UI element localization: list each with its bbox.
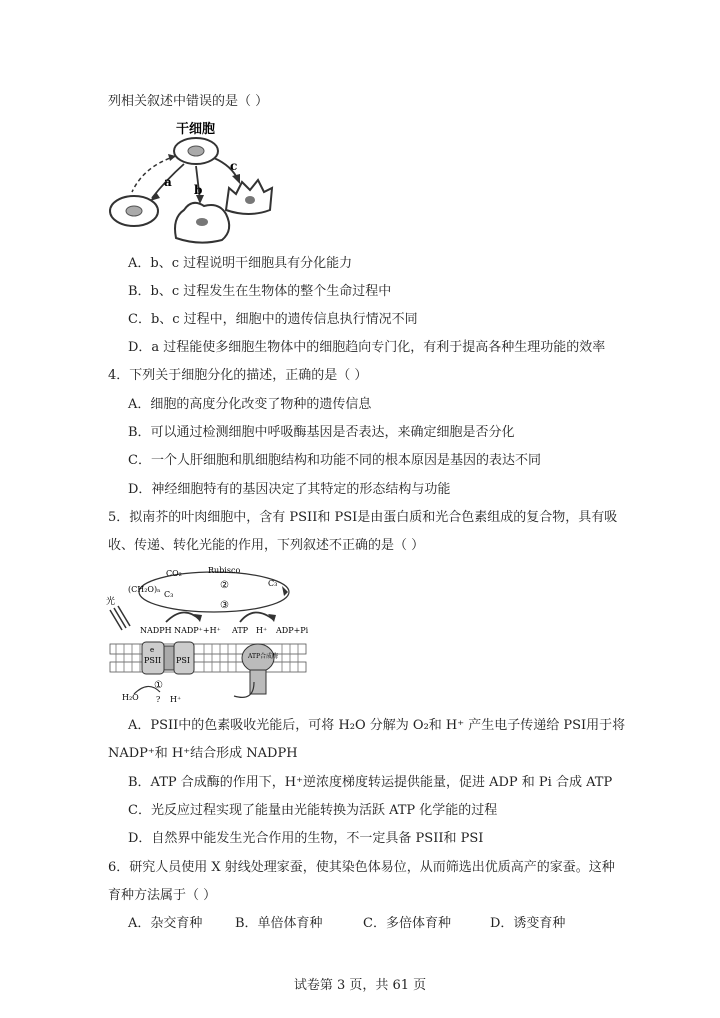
label-circle-3: ③ xyxy=(220,600,229,611)
question-3-stem: 列相关叙述中错误的是（ ） xyxy=(108,94,269,109)
question-4-stem: 4．下列关于细胞分化的描述，正确的是（ ） xyxy=(108,368,368,383)
q5-option-a-line2: NADP⁺和 H⁺结合形成 NADPH xyxy=(108,746,298,761)
q3-option-c: C．b、c 过程中，细胞中的遗传信息执行情况不同 xyxy=(128,312,418,327)
page-footer xyxy=(0,974,720,993)
q3-option-a: A．b、c 过程说明干细胞具有分化能力 xyxy=(128,256,353,271)
q5-option-d: D．自然界中能发生光合作用的生物，不一定具备 PSII和 PSI xyxy=(128,831,484,846)
label-a: a xyxy=(164,175,172,189)
label-nadph: NADPH NADP⁺+H⁺ xyxy=(140,626,221,635)
label-c: c xyxy=(230,159,238,173)
label-ch2o: (CH₂O)ₙ xyxy=(128,585,161,594)
q4-option-d: D．神经细胞特有的基因决定了其特定的形态结构与功能 xyxy=(128,482,451,497)
q6-option-d: D．诱变育种 xyxy=(490,916,566,931)
label-atp-synthase: ATP合成酶 xyxy=(248,653,279,660)
label-c3-left: C₃ xyxy=(164,590,174,599)
question-5-stem-line1: 5．拟南芥的叶肉细胞中，含有 PSII和 PSI是由蛋白质和光合色素组成的复合物，具有吸 xyxy=(108,510,618,525)
q6-option-c: C．多倍体育种 xyxy=(363,916,451,931)
label-b: b xyxy=(194,183,203,197)
q6-option-a: A．杂交育种 xyxy=(128,916,203,931)
stem-cell-figure xyxy=(104,118,294,248)
q4-option-b: B．可以通过检测细胞中呼吸酶基因是否表达，来确定细胞是否分化 xyxy=(128,425,515,440)
label-psii: PSII xyxy=(144,656,162,665)
page-footer-text: 试卷第 3 页，共 61 页 xyxy=(293,978,427,993)
label-hplus-bottom: H⁺ xyxy=(170,695,182,704)
label-circle-1: ① xyxy=(154,680,163,691)
label-adp-pi: ADP+Pi xyxy=(276,626,309,635)
q5-option-a-line1: A．PSII中的色素吸收光能后，可将 H₂O 分解为 O₂和 H⁺ 产生电子传递给 PSI用于将 xyxy=(128,718,626,733)
q4-option-a: A．细胞的高度分化改变了物种的遗传信息 xyxy=(128,397,372,412)
q3-option-d: D．a 过程能使多细胞生物体中的细胞趋向专门化，有利于提高各种生理功能的效率 xyxy=(128,340,606,355)
label-rubisco: Rubisco xyxy=(208,566,241,575)
q6-option-b: B．单倍体育种 xyxy=(235,916,323,931)
label-e: e xyxy=(150,646,155,654)
q6-options xyxy=(128,916,565,932)
label-c3-right: C₃ xyxy=(268,579,278,588)
q5-option-b: B．ATP 合成酶的作用下，H⁺逆浓度梯度转运提供能量，促进 ADP 和 Pi 合成 ATP xyxy=(128,775,613,790)
q4-option-c: C．一个人肝细胞和肌细胞结构和功能不同的根本原因是基因的表达不同 xyxy=(128,453,541,468)
label-question-mark: ? xyxy=(156,695,161,704)
q3-option-b: B．b、c 过程发生在生物体的整个生命过程中 xyxy=(128,284,392,299)
label-h2o: H₂O xyxy=(122,693,139,702)
question-6-stem-line1: 6．研究人员使用 X 射线处理家蚕，使其染色体易位，从而筛选出优质高产的家蚕。这种 xyxy=(108,860,615,875)
label-co2: CO₂ xyxy=(166,569,182,578)
q5-option-c: C．光反应过程实现了能量由光能转换为活跃 ATP 化学能的过程 xyxy=(128,803,498,818)
label-atp: ATP xyxy=(232,626,249,635)
photosynthesis-figure xyxy=(104,562,310,710)
figure-title: 干细胞 xyxy=(176,122,216,137)
question-6-stem-line2: 育种方法属于（ ） xyxy=(108,888,217,903)
label-circle-2: ② xyxy=(220,580,229,591)
label-psi: PSI xyxy=(176,656,191,665)
label-hplus-top: H⁺ xyxy=(256,626,268,635)
question-5-stem-line2: 收、传递、转化光能的作用，下列叙述不正确的是（ ） xyxy=(108,538,425,553)
label-light: 光 xyxy=(106,597,116,607)
